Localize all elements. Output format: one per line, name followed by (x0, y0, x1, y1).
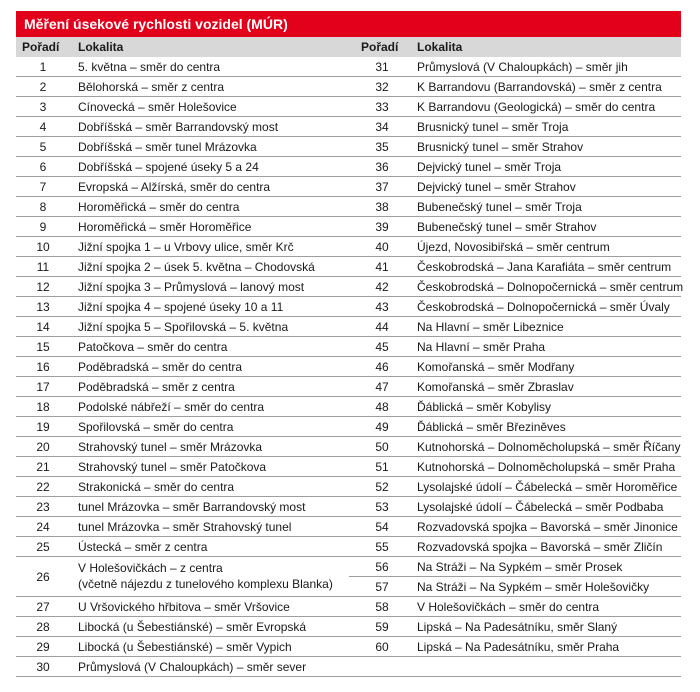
row-location: Českobrodská – Jana Karafiáta – směr centrum (417, 260, 672, 274)
row-location-line: (včetně nájezdu z tunelového komplexu Blanka) (78, 577, 333, 591)
row-location: Bubenečský tunel – směr Strahov (417, 220, 597, 234)
row-location: Jižní spojka 2 – úsek 5. května – Chodovská (78, 260, 315, 274)
table-row (16, 537, 681, 557)
row-number: 16 (36, 360, 50, 374)
table-row (16, 137, 681, 157)
row-location: Ústecká – směr z centra (78, 540, 208, 554)
row-location: Průmyslová (V Chaloupkách) – směr jih (417, 60, 628, 74)
table-row (16, 337, 681, 357)
header-lokalita-right: Lokalita (417, 40, 463, 54)
row-location: Na Hlavní – směr Libeznice (417, 320, 564, 334)
row-location: Poděbradská – směr do centra (78, 360, 243, 374)
row-location: Jižní spojka 3 – Průmyslová – lanový most (78, 280, 305, 294)
row-location: tunel Mrázovka – směr Strahovský tunel (78, 520, 292, 534)
row-location: Jižní spojka 5 – Spořilovská – 5. května (78, 320, 289, 334)
row-location: Rozvadovská spojka – Bavorská – směr Zličín (417, 540, 663, 554)
table-row (16, 417, 681, 437)
table-row (16, 117, 681, 137)
row-number: 12 (36, 280, 50, 294)
row-number: 13 (36, 300, 50, 314)
row-number: 60 (375, 640, 389, 654)
row-location: 5. května – směr do centra (78, 60, 221, 74)
row-location: V Holešovičkách – směr do centra (417, 600, 600, 614)
row-number: 29 (36, 640, 50, 654)
row-number: 34 (375, 120, 389, 134)
row-number: 43 (375, 300, 389, 314)
row-location: Podolské nábřeží – směr do centra (78, 400, 265, 414)
row-location: Na Stráži – Na Sypkém – směr Prosek (417, 560, 623, 574)
row-location: Kutnohorská – Dolnoměcholupská – směr Praha (417, 460, 676, 474)
table-header (16, 37, 681, 57)
table-row (16, 237, 681, 257)
row-location: U Vršovického hřbitova – směr Vršovice (78, 600, 290, 614)
row-location: Lipská – Na Padesátníku, směr Slaný (417, 620, 618, 634)
row-location: Patočkova – směr do centra (78, 340, 228, 354)
row-number: 22 (36, 480, 50, 494)
row-number: 54 (375, 520, 389, 534)
row-number: 6 (39, 160, 47, 174)
table-row (16, 617, 681, 637)
row-location: Bubenečský tunel – směr Troja (417, 200, 582, 214)
row-location: Jižní spojka 4 – spojené úseky 10 a 11 (78, 300, 284, 314)
row-location: Komořanská – směr Zbraslav (417, 380, 574, 394)
row-location: Strahovský tunel – směr Patočkova (78, 460, 267, 474)
row-number: 44 (375, 320, 389, 334)
row-location: Na Stráži – Na Sypkém – směr Holešovičky (417, 580, 650, 594)
row-number: 59 (375, 620, 389, 634)
locations-table (16, 57, 684, 677)
row-location: Brusnický tunel – směr Troja (417, 120, 569, 134)
row-number: 20 (36, 440, 50, 454)
row-location: Újezd, Novosibiřská – směr centrum (417, 240, 610, 254)
row-number: 51 (375, 460, 389, 474)
row-number: 31 (375, 60, 389, 74)
row-number: 50 (375, 440, 389, 454)
row-number: 4 (39, 120, 47, 134)
row-number: 47 (375, 380, 389, 394)
row-number: 56 (375, 560, 389, 574)
row-location: Brusnický tunel – směr Strahov (417, 140, 584, 154)
row-number: 57 (375, 580, 389, 594)
table-row (16, 57, 681, 77)
row-number: 58 (375, 600, 389, 614)
row-number: 23 (36, 500, 50, 514)
row-location: Ďáblická – směr Kobylisy (417, 400, 552, 414)
row-number: 32 (375, 80, 389, 94)
table-row (16, 657, 681, 677)
row-number: 8 (39, 200, 47, 214)
table-row (16, 77, 681, 97)
row-location (78, 560, 348, 592)
table-row (16, 477, 681, 497)
row-number: 24 (36, 520, 50, 534)
row-location: Dobříšská – směr Barrandovský most (78, 120, 279, 134)
table-row (16, 377, 681, 397)
row-location: Českobrodská – Dolnopočernická – směr centrum (417, 280, 684, 294)
table-row (16, 517, 681, 537)
row-divider (349, 576, 681, 577)
row-number: 17 (36, 380, 50, 394)
row-number: 41 (375, 260, 389, 274)
row-number: 5 (39, 140, 47, 154)
table-row (16, 357, 681, 377)
table-row (16, 277, 684, 297)
table-row (16, 97, 681, 117)
row-location: Dobříšská – spojené úseky 5 a 24 (78, 160, 259, 174)
table-row (16, 457, 681, 477)
row-number: 14 (36, 320, 50, 334)
row-number: 21 (36, 460, 50, 474)
table-row (16, 317, 681, 337)
row-location: Libocká (u Šebestiánské) – směr Evropská (78, 620, 307, 634)
row-number: 52 (375, 480, 389, 494)
row-location: Komořanská – směr Modřany (417, 360, 575, 374)
row-number: 10 (36, 240, 50, 254)
row-location: Dejvický tunel – směr Troja (417, 160, 562, 174)
row-location: Rozvadovská spojka – Bavorská – směr Jinonice (417, 520, 678, 534)
row-location: Spořilovská – směr do centra (78, 420, 234, 434)
row-number: 28 (36, 620, 50, 634)
table-row (16, 177, 681, 197)
row-number: 9 (39, 220, 47, 234)
row-location: Evropská – Alžírská, směr do centra (78, 180, 271, 194)
row-number: 35 (375, 140, 389, 154)
row-number: 45 (375, 340, 389, 354)
row-number: 3 (39, 100, 47, 114)
page-title: Měření úsekové rychlosti vozidel (MÚR) (16, 11, 681, 37)
table-row (16, 257, 681, 277)
table-row (16, 157, 681, 177)
row-number: 7 (39, 180, 47, 194)
row-location: K Barrandovu (Barrandovská) – směr z centra (417, 80, 662, 94)
row-location: Horoměřická – směr Horoměřice (78, 220, 252, 234)
row-number: 33 (375, 100, 389, 114)
row-number: 1 (39, 60, 47, 74)
row-location: Cínovecká – směr Holešovice (78, 100, 237, 114)
row-number: 27 (36, 600, 50, 614)
table-row (16, 197, 681, 217)
row-number: 40 (375, 240, 389, 254)
row-location: Lipská – Na Padesátníku, směr Praha (417, 640, 620, 654)
row-location: tunel Mrázovka – směr Barrandovský most (78, 500, 306, 514)
row-number: 48 (375, 400, 389, 414)
table-row (16, 217, 681, 237)
row-location: Na Hlavní – směr Praha (417, 340, 546, 354)
table-row (16, 597, 681, 617)
table-row (16, 437, 681, 457)
row-number: 25 (36, 540, 50, 554)
row-number: 39 (375, 220, 389, 234)
row-location: K Barrandovu (Geologická) – směr do centra (417, 100, 656, 114)
row-number: 38 (375, 200, 389, 214)
row-location: Jižní spojka 1 – u Vrbovy ulice, směr Krč (78, 240, 294, 254)
row-location: Strakonická – směr do centra (78, 480, 235, 494)
row-number: 55 (375, 540, 389, 554)
row-location: Lysolajské údolí – Čábelecká – směr Horoměřice (417, 480, 678, 494)
row-location: Lysolajské údolí – Čábelecká – směr Podbaba (417, 500, 664, 514)
table-row (16, 497, 681, 517)
row-number: 11 (36, 260, 50, 274)
row-number: 49 (375, 420, 389, 434)
table-row (16, 557, 681, 597)
row-location-line: V Holešovičkách – z centra (78, 561, 223, 575)
row-location: Horoměřická – směr do centra (78, 200, 240, 214)
header-poradi-right: Pořadí (361, 40, 399, 54)
row-location: Kutnohorská – Dolnoměcholupská – směr Říčany (417, 440, 681, 454)
row-number: 19 (36, 420, 50, 434)
row-number: 37 (375, 180, 389, 194)
row-number: 15 (36, 340, 50, 354)
table-row (16, 397, 681, 417)
row-number: 36 (375, 160, 389, 174)
row-location: Dejvický tunel – směr Strahov (417, 180, 576, 194)
row-location: Dobříšská – směr tunel Mrázovka (78, 140, 257, 154)
row-number: 2 (39, 80, 47, 94)
table-row (16, 297, 681, 317)
row-number: 18 (36, 400, 50, 414)
row-location: Libocká (u Šebestiánské) – směr Vypich (78, 640, 292, 654)
header-poradi-left: Pořadí (22, 40, 60, 54)
row-location: Poděbradská – směr z centra (78, 380, 235, 394)
row-number: 53 (375, 500, 389, 514)
table-row (16, 637, 681, 657)
row-location: Průmyslová (V Chaloupkách) – směr sever (78, 660, 307, 674)
row-location: Českobrodská – Dolnopočernická – směr Úvaly (417, 300, 670, 314)
header-lokalita-left: Lokalita (78, 40, 124, 54)
row-number: 46 (375, 360, 389, 374)
row-location: Bělohorská – směr z centra (78, 80, 225, 94)
row-number: 26 (36, 570, 50, 584)
row-number: 30 (36, 660, 50, 674)
row-number: 42 (375, 280, 389, 294)
row-location: Strahovský tunel – směr Mrázovka (78, 440, 263, 454)
row-location: Ďáblická – směr Březiněves (417, 420, 566, 434)
